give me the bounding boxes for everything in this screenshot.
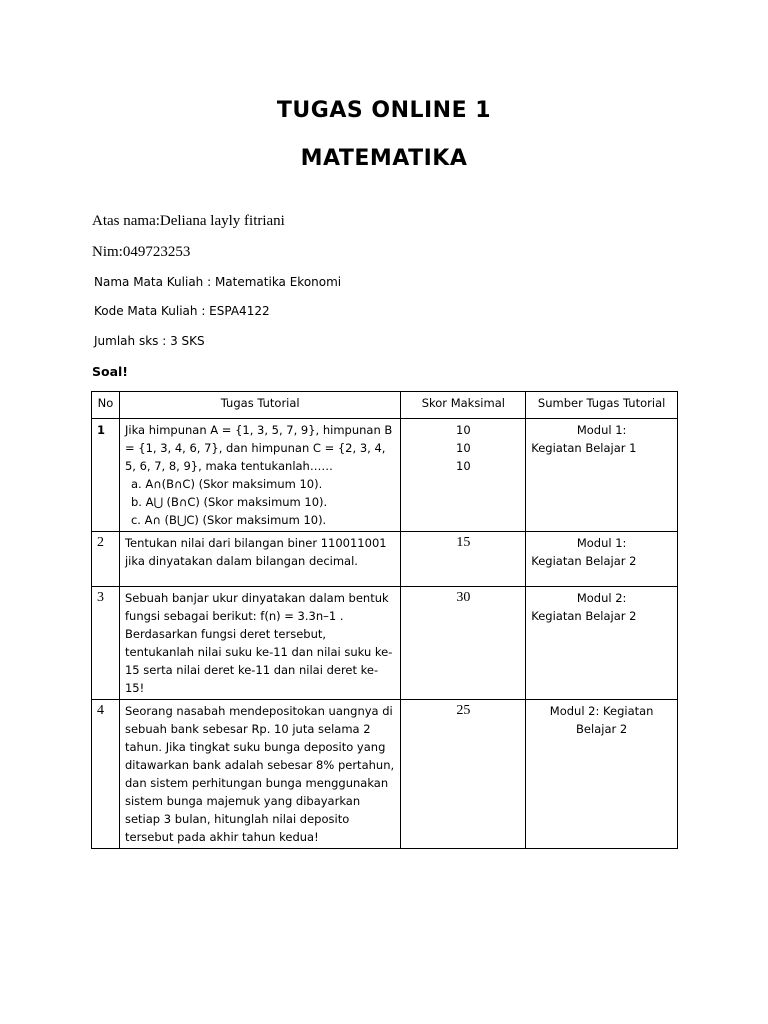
document-title: TUGAS ONLINE 1 xyxy=(276,98,492,123)
skor-value-c: 10 xyxy=(456,459,471,473)
sumber-modul: Modul 1: xyxy=(576,423,627,437)
task-option-c: c. A∩ (B⋃C) (Skor maksimum 10). xyxy=(130,513,327,527)
task-text: Jika himpunan A = {1, 3, 5, 7, 9}, himpunan B = {1, 3, 4, 6, 7}, dan himpunan C = {2, 3, 4, 5, 6, 7, 8, 9}, maka tentukanlah…… xyxy=(124,423,393,473)
skor-value-b: 10 xyxy=(456,441,471,455)
header-no: No xyxy=(92,392,120,419)
nim-line: Nim:049723253 xyxy=(92,244,191,260)
task-option-b: b. A⋃ (B∩C) (Skor maksimum 10). xyxy=(130,495,328,509)
sumber-modul: Modul 2: xyxy=(576,591,627,605)
task-cell: Tentukan nilai dari bilangan biner 110011001 jika dinyatakan dalam bilangan decimal. xyxy=(119,532,400,587)
table-header-row xyxy=(92,392,678,419)
row-number: 2 xyxy=(92,532,120,587)
sumber-cell xyxy=(526,700,678,849)
table-row xyxy=(92,532,678,587)
task-cell: Sebuah banjar ukur dinyatakan dalam bentuk fungsi sebagai berikut: f(n) = 3.3n–1 . Berdasarkan fungsi deret tersebut, tentukanlah nilai suku ke-11 dan nilai suku ke-15 serta nilai deret ke-11 dan nilai deret ke-15! xyxy=(119,587,400,700)
sumber-cell xyxy=(526,419,678,532)
sumber-cell xyxy=(526,587,678,700)
kode-mata-kuliah-line: Kode Mata Kuliah : ESPA4122 xyxy=(94,304,270,318)
nama-mata-kuliah-line: Nama Mata Kuliah : Matematika Ekonomi xyxy=(94,275,342,289)
skor-cell: 15 xyxy=(401,532,526,587)
header-sumber: Sumber Tugas Tutorial xyxy=(526,392,678,419)
header-tugas-tutorial: Tugas Tutorial xyxy=(119,392,400,419)
task-cell: Seorang nasabah mendepositokan uangnya di sebuah bank sebesar Rp. 10 juta selama 2 tahun. Jika tingkat suku bunga deposito yang ditawarkan bank adalah sebesar 8% pertahun, dan sistem perhitungan bunga menggunakan sistem bunga majemuk yang dibayarkan setiap 3 bulan, hitunglah nilai deposito tersebut pada akhir tahun kedua! xyxy=(119,700,400,849)
skor-cell: 30 xyxy=(401,587,526,700)
skor-cell: 25 xyxy=(401,700,526,849)
table-row xyxy=(92,419,678,532)
sumber-text: Modul 2: Kegiatan Belajar 2 xyxy=(549,704,654,736)
skor-cell xyxy=(401,419,526,532)
row-number: 3 xyxy=(92,587,120,700)
row-number: 4 xyxy=(92,700,120,849)
table-row xyxy=(92,587,678,700)
task-cell xyxy=(119,419,400,532)
sumber-cell xyxy=(526,532,678,587)
document-subtitle: MATEMATIKA xyxy=(300,146,468,171)
sumber-modul: Modul 1: xyxy=(576,536,627,550)
header-skor-maksimal: Skor Maksimal xyxy=(401,392,526,419)
sumber-kegiatan: Kegiatan Belajar 1 xyxy=(531,441,637,455)
table-row xyxy=(92,700,678,849)
task-option-a: a. A∩(B∩C) (Skor maksimum 10). xyxy=(130,477,323,491)
atas-nama-line: Atas nama:Deliana layly fitriani xyxy=(92,213,285,229)
sumber-kegiatan: Kegiatan Belajar 2 xyxy=(531,554,637,568)
row-number: 1 xyxy=(92,419,120,532)
sumber-kegiatan: Kegiatan Belajar 2 xyxy=(531,609,637,623)
skor-value-a: 10 xyxy=(456,423,471,437)
task-table xyxy=(91,391,678,849)
jumlah-sks-line: Jumlah sks : 3 SKS xyxy=(94,334,205,348)
soal-label: Soal! xyxy=(92,364,129,379)
